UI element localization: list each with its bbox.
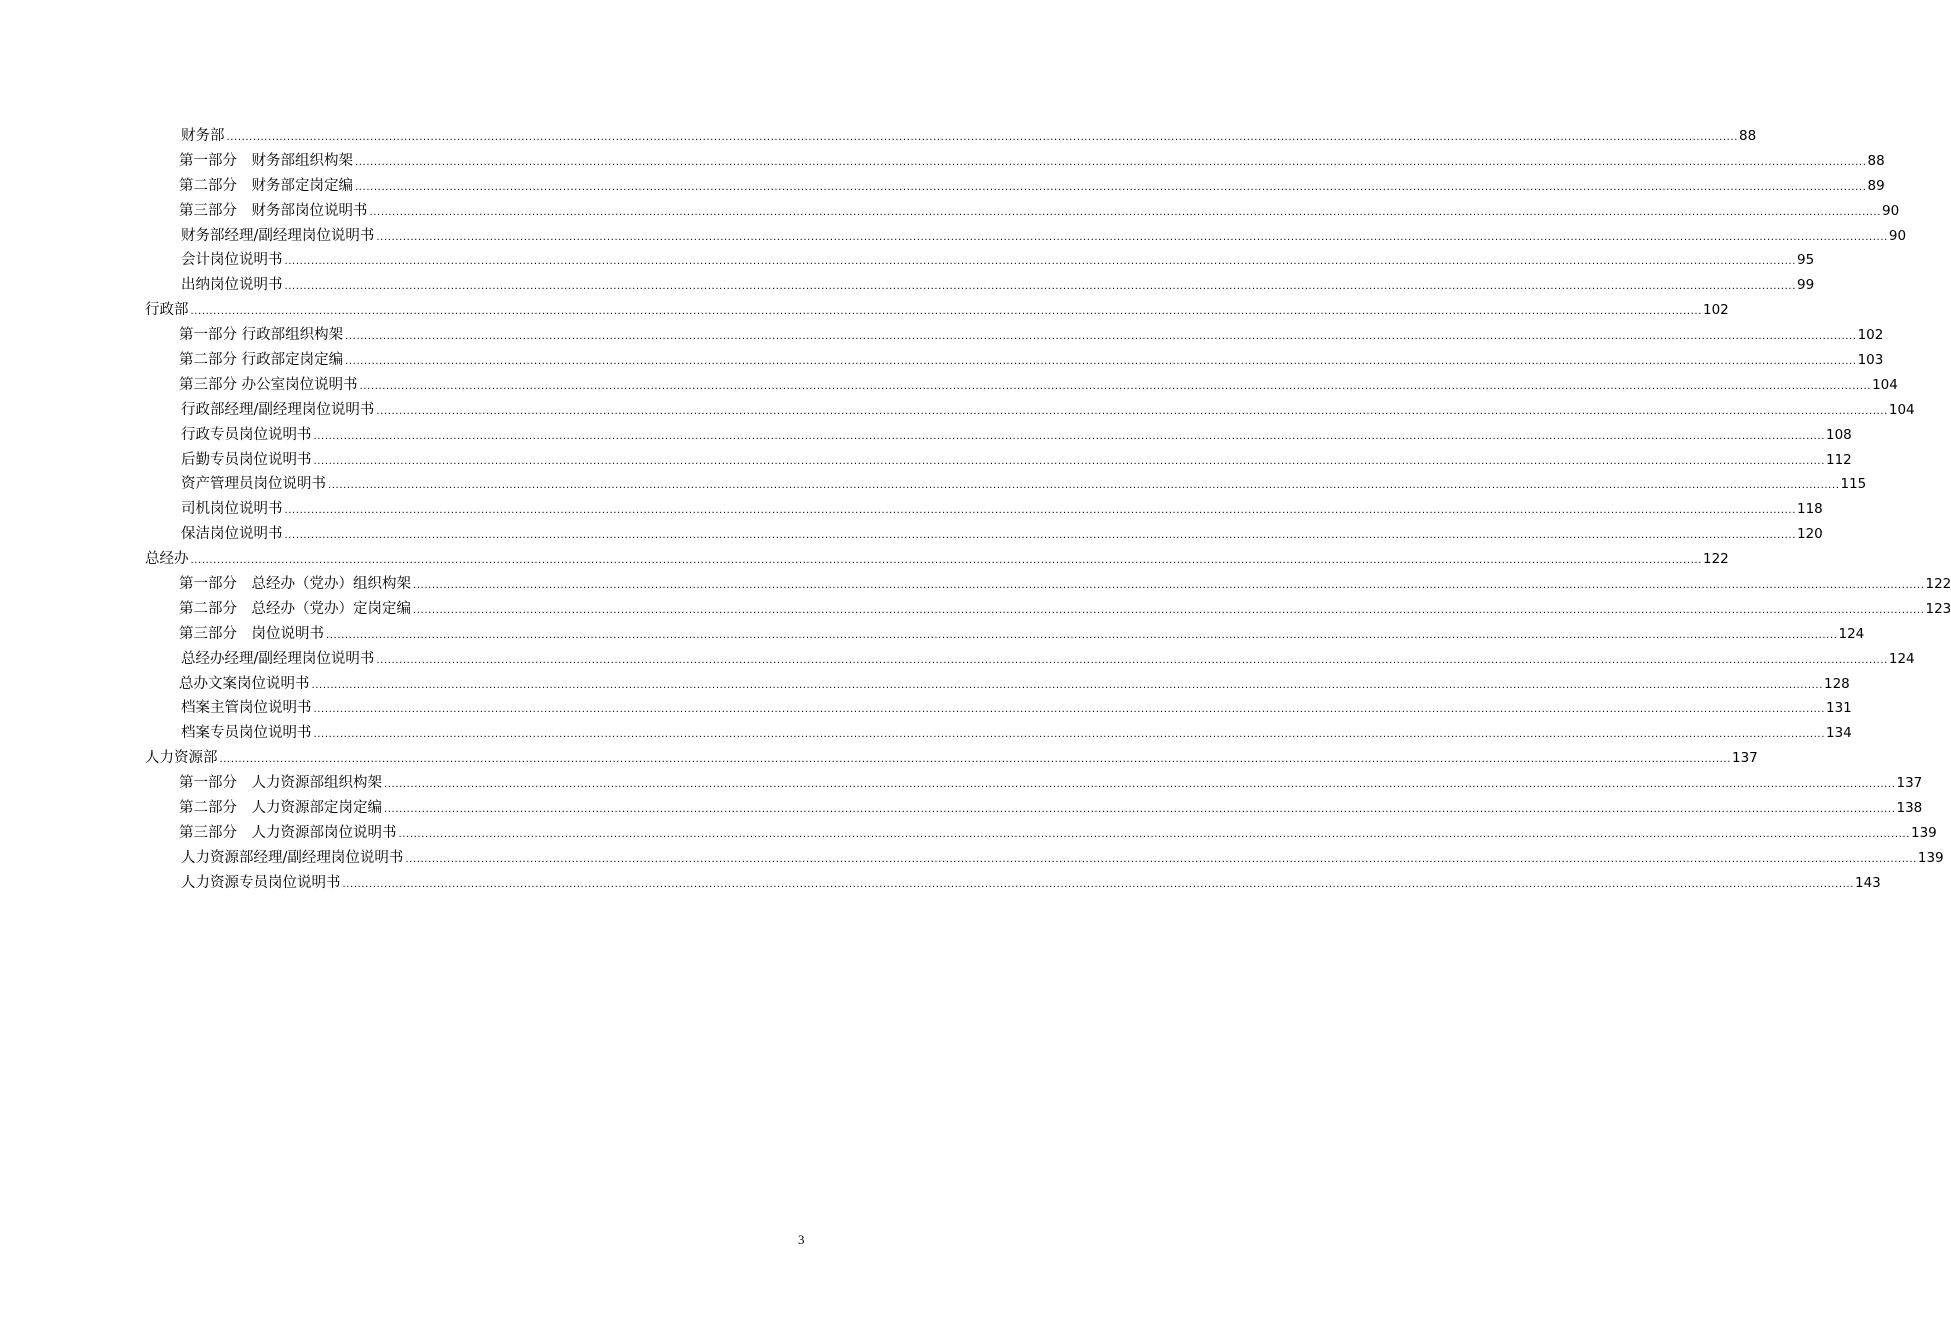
toc-entry[interactable]	[145, 771, 1923, 796]
toc-entry-label: 第三部分 财务部岗位说明书	[179, 202, 368, 219]
dot-leader: ................................................................................................................................................................................................................................................................................................................................................................................................................	[355, 181, 1867, 193]
toc-entry-page: 124	[1838, 625, 1865, 642]
dot-leader: ................................................................................................................................................................................................................................................................................................................................................................................................................	[313, 430, 1825, 442]
toc-entry-page: 138	[1896, 800, 1923, 817]
dot-leader: ................................................................................................................................................................................................................................................................................................................................................................................................................	[226, 132, 1738, 143]
toc-entry-label: 行政部	[145, 302, 189, 319]
toc-entry-page: 139	[1917, 849, 1944, 866]
toc-entry[interactable]	[145, 472, 1867, 497]
dot-leader: ................................................................................................................................................................................................................................................................................................................................................................................................................	[190, 306, 1702, 318]
toc-entry[interactable]	[145, 273, 1815, 298]
toc-entry-label: 第一部分 总经办（党办）组织构架	[179, 576, 411, 593]
toc-entry[interactable]	[145, 224, 1907, 249]
toc-entry[interactable]	[145, 398, 1915, 423]
toc-entry[interactable]	[145, 647, 1915, 672]
toc-entry-page: 102	[1857, 327, 1884, 344]
dot-leader: ................................................................................................................................................................................................................................................................................................................................................................................................................	[311, 679, 1823, 691]
dot-leader: ................................................................................................................................................................................................................................................................................................................................................................................................................	[342, 878, 1854, 890]
toc-entry[interactable]	[145, 721, 1852, 746]
toc-entry-label: 第一部分 财务部组织构架	[179, 152, 353, 169]
toc-entry-label: 财务部	[181, 128, 225, 144]
dot-leader: ................................................................................................................................................................................................................................................................................................................................................................................................................	[326, 629, 1838, 641]
toc-entry[interactable]	[145, 149, 1885, 174]
toc-entry-page: 99	[1796, 277, 1815, 294]
toc-entry-label: 司机岗位说明书	[181, 501, 283, 518]
dot-leader: ................................................................................................................................................................................................................................................................................................................................................................................................................	[284, 281, 1796, 293]
toc-entry[interactable]	[145, 746, 1758, 771]
toc-entry[interactable]	[145, 174, 1885, 199]
toc-entry-page: 90	[1881, 202, 1900, 219]
toc-entry[interactable]	[145, 348, 1884, 373]
toc-entry-label: 行政部经理/副经理岗位说明书	[181, 401, 375, 418]
toc-entry-page: 123	[1925, 600, 1951, 617]
toc-entry-label: 第二部分 财务部定岗定编	[179, 177, 353, 194]
toc-entry-page: 134	[1825, 725, 1852, 742]
toc-entry-page: 90	[1888, 227, 1907, 244]
toc-entry[interactable]	[145, 522, 1823, 547]
toc-entry[interactable]	[145, 672, 1850, 697]
toc-entry[interactable]	[145, 597, 1951, 622]
dot-leader: ................................................................................................................................................................................................................................................................................................................................................................................................................	[384, 804, 1896, 816]
dot-leader: ................................................................................................................................................................................................................................................................................................................................................................................................................	[376, 654, 1888, 666]
toc-entry-label: 后勤专员岗位说明书	[181, 451, 312, 468]
dot-leader: ................................................................................................................................................................................................................................................................................................................................................................................................................	[376, 231, 1888, 243]
toc-entry-page: 137	[1731, 750, 1758, 767]
dot-leader: ................................................................................................................................................................................................................................................................................................................................................................................................................	[328, 480, 1840, 492]
toc-entry-page: 128	[1823, 675, 1850, 692]
toc-entry[interactable]	[145, 323, 1884, 348]
toc-entry-label: 第二部分 行政部定岗定编	[179, 352, 344, 369]
toc-entry-page: 88	[1867, 152, 1885, 169]
toc-entry-page: 118	[1796, 501, 1823, 518]
toc-entry[interactable]	[145, 622, 1865, 647]
toc-entry-label: 人力资源部经理/副经理岗位说明书	[181, 849, 404, 866]
toc-entry[interactable]	[145, 572, 1951, 597]
toc-entry-page: 120	[1796, 526, 1823, 543]
dot-leader: ................................................................................................................................................................................................................................................................................................................................................................................................................	[284, 530, 1796, 542]
dot-leader: ................................................................................................................................................................................................................................................................................................................................................................................................................	[284, 256, 1796, 268]
dot-leader: ................................................................................................................................................................................................................................................................................................................................................................................................................	[190, 555, 1702, 567]
toc-entry-page: 115	[1840, 476, 1867, 493]
dot-leader: ................................................................................................................................................................................................................................................................................................................................................................................................................	[369, 206, 1881, 218]
dot-leader: ................................................................................................................................................................................................................................................................................................................................................................................................................	[384, 779, 1896, 791]
dot-leader: ................................................................................................................................................................................................................................................................................................................................................................................................................	[413, 580, 1925, 592]
dot-leader: ................................................................................................................................................................................................................................................................................................................................................................................................................	[355, 156, 1867, 168]
toc-entry-label: 资产管理员岗位说明书	[181, 476, 326, 493]
toc-entry[interactable]	[145, 248, 1815, 273]
toc-entry-label: 档案主管岗位说明书	[181, 700, 312, 717]
toc-entry[interactable]	[145, 199, 1900, 224]
toc-entry-page: 108	[1825, 426, 1852, 443]
dot-leader: ................................................................................................................................................................................................................................................................................................................................................................................................................	[359, 380, 1872, 392]
toc-entry[interactable]	[145, 423, 1852, 448]
toc-entry[interactable]	[145, 821, 1937, 846]
toc-entry-page: 104	[1888, 401, 1915, 418]
table-of-contents	[145, 124, 1951, 896]
toc-entry[interactable]	[145, 547, 1729, 572]
toc-entry-label: 第二部分 人力资源部定岗定编	[179, 800, 382, 817]
toc-entry-page: 88	[1738, 128, 1757, 144]
toc-entry-label: 会计岗位说明书	[181, 252, 283, 269]
toc-entry-label: 保洁岗位说明书	[181, 526, 283, 543]
toc-entry-page: 122	[1702, 551, 1729, 568]
toc-entry-label: 第一部分 行政部组织构架	[179, 327, 344, 344]
toc-entry-page: 137	[1896, 775, 1923, 792]
toc-entry-page: 89	[1867, 177, 1885, 194]
toc-entry-page: 103	[1857, 352, 1884, 369]
toc-entry-page: 143	[1854, 874, 1881, 891]
toc-entry-page: 102	[1702, 302, 1729, 319]
toc-entry[interactable]	[145, 796, 1923, 821]
toc-entry-page: 112	[1825, 451, 1852, 468]
toc-entry-label: 第三部分 人力资源部岗位说明书	[179, 824, 397, 841]
toc-entry-page: 131	[1825, 700, 1852, 717]
toc-entry-page: 124	[1888, 650, 1915, 667]
toc-entry-label: 第一部分 人力资源部组织构架	[179, 775, 382, 792]
dot-leader: ................................................................................................................................................................................................................................................................................................................................................................................................................	[376, 405, 1888, 417]
dot-leader: ................................................................................................................................................................................................................................................................................................................................................................................................................	[313, 455, 1825, 467]
toc-entry-label: 人力资源专员岗位说明书	[181, 874, 341, 891]
dot-leader: ................................................................................................................................................................................................................................................................................................................................................................................................................	[313, 704, 1825, 716]
toc-entry-page: 104	[1872, 376, 1898, 393]
toc-entry-label: 第三部分 办公室岗位说明书	[179, 376, 358, 393]
toc-entry[interactable]	[145, 298, 1729, 323]
toc-entry-label: 行政专员岗位说明书	[181, 426, 312, 443]
page-number: 3	[798, 1232, 805, 1247]
toc-entry-label: 人力资源部	[145, 750, 218, 767]
toc-entry-label: 总办文案岗位说明书	[179, 675, 310, 692]
toc-entry-page: 122	[1925, 576, 1951, 593]
dot-leader: ................................................................................................................................................................................................................................................................................................................................................................................................................	[413, 604, 1925, 616]
toc-entry[interactable]	[145, 696, 1852, 721]
toc-entry[interactable]	[145, 448, 1852, 473]
dot-leader: ................................................................................................................................................................................................................................................................................................................................................................................................................	[219, 754, 1731, 766]
toc-entry-label: 总经办	[145, 551, 189, 568]
toc-entry-page: 95	[1796, 252, 1815, 269]
toc-entry-label: 档案专员岗位说明书	[181, 725, 312, 742]
toc-entry-page: 139	[1910, 824, 1937, 841]
toc-entry-label: 第二部分 总经办（党办）定岗定编	[179, 600, 411, 617]
toc-entry[interactable]	[145, 871, 1881, 896]
toc-entry-label: 总经办经理/副经理岗位说明书	[181, 650, 375, 667]
toc-entry[interactable]	[145, 846, 1944, 871]
dot-leader: ................................................................................................................................................................................................................................................................................................................................................................................................................	[313, 729, 1825, 741]
dot-leader: ................................................................................................................................................................................................................................................................................................................................................................................................................	[405, 853, 1917, 865]
toc-entry-label: 出纳岗位说明书	[181, 277, 283, 294]
toc-entry[interactable]	[145, 497, 1823, 522]
toc-entry[interactable]	[145, 373, 1898, 398]
dot-leader: ................................................................................................................................................................................................................................................................................................................................................................................................................	[398, 828, 1910, 840]
toc-entry-label: 财务部经理/副经理岗位说明书	[181, 227, 375, 244]
toc-entry-label: 第三部分 岗位说明书	[179, 625, 324, 642]
dot-leader: ................................................................................................................................................................................................................................................................................................................................................................................................................	[284, 505, 1796, 517]
dot-leader: ................................................................................................................................................................................................................................................................................................................................................................................................................	[345, 331, 1857, 343]
dot-leader: ................................................................................................................................................................................................................................................................................................................................................................................................................	[345, 356, 1857, 368]
toc-entry[interactable]	[145, 124, 1757, 149]
